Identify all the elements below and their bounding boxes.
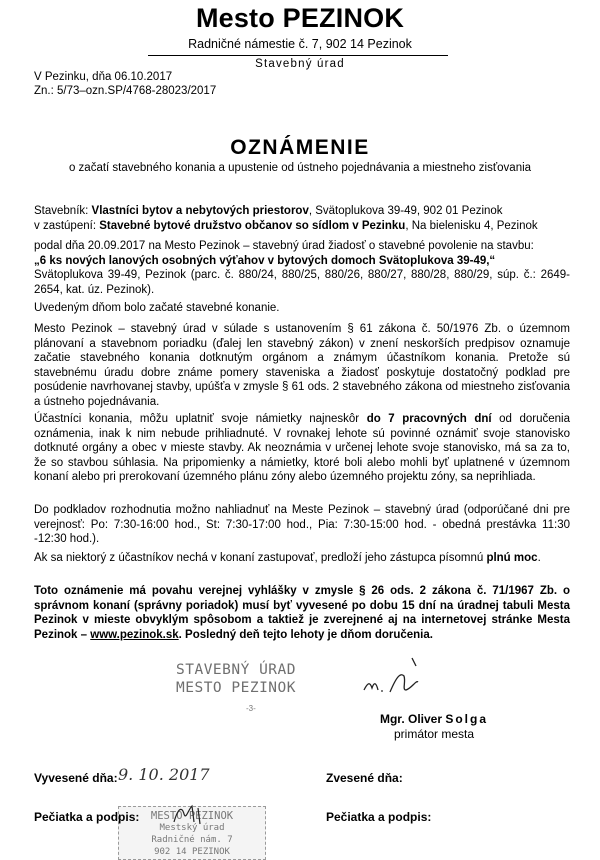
project-location: Svätoplukova 39-49, Pezinok (parc. č. 880/24, 880/25, 880/26, 880/27, 880/28, 880/29, súp. č.: 2649-2654, kat. úz. Pezinok). [34,269,570,296]
objections-text-after: od doručenia oznámenia, inak k nim nebude prihliadnuté. V rovnakej lehote sú povinné oznámiť svoje stanovisko dotknuté orgány a obec v mieste stavby. Ak neoznámia v určenej lehote svoje stanovisko, má sa za to, že so stavbou súhlasia. Na pripomienky a námietky, ktoré boli alebo mohli byť uplatnené v územnom konaní alebo pri prerokovaní územného plánu zóny alebo územného projektu zóny, sa neprihliada. [34,413,570,484]
request-intro: podal dňa 20.09.2017 na Mesto Pezinok – stavebný úrad žiadosť o stavebné povolenie na stavbu: [34,240,534,252]
representation-text: Ak sa niektorý z účastníkov nechá v konaní zastupovať, predloží jeho zástupca písomnú [34,552,487,564]
proceedings-started: Uvedeným dňom bolo začaté stavebné konanie. [34,302,280,314]
posting-signature [170,800,218,828]
representation-end: . [537,552,541,564]
objections-text-before: Účastníci konania, môžu uplatniť svoje námietky najneskôr [34,413,367,425]
header-divider [148,55,448,56]
law-paragraph: Mesto Pezinok – stavebný úrad v súlade s ustanovením § 61 zákona č. 50/1976 Zb. o územnom plánovaní a stavebnom poriadku (ďalej len stavebný zákon) v znení neskorších predpisov oznamuje začatie stavebného konania dotknutým orgánom a známym účastníkom konania. Pretože sú stavebnému úradu dobre známe pomery staveniska a žiadosť poskytuje dostatočný podklad pre posúdenie navrhovanej stavby, upúšťa v zmysle § 61 ods. 2 stavebného zákona od miestneho zisťovania a ústneho pojednávania. [34,323,570,408]
office-stamp-line1: STAVEBNÝ ÚRAD [176,662,296,678]
document-subtitle: o začatí stavebného konania a upustenie od ústneho pojednávania a miestneho zisťovania [68,162,532,174]
posted-date: 9. 10. 2017 [118,765,210,784]
project-name: „6 ks nových lanových osobných výťahov v bytových domoch Svätoplukova 39-49,“ [34,254,496,267]
document-title: OZNÁMENIE [230,136,370,159]
office-name: Stavebný úrad [255,58,345,70]
builder-address: , Svätoplukova 39-49, 902 01 Pezinok [308,205,503,217]
file-number: Zn.: 5/73–ozn.SP/4768-28023/2017 [34,85,217,97]
representation-paragraph [34,551,570,566]
request-paragraph [34,239,570,297]
representation-emphasis: plnú moc [486,552,538,564]
objections-paragraph [34,412,570,485]
website-link[interactable]: www.pezinok.sk [90,628,179,641]
office-stamp-street: Radničné nám. 7 [151,835,233,845]
city-address: Radničné námestie č. 7, 902 14 Pezinok [188,37,412,51]
public-notice-text: Toto oznámenie má povahu verejnej vyhlášky v zmysle § 26 ods. 2 zákona č. 71/1967 Zb. o správnom konaní (správny poriadok) musí byť vyvesené po dobu 15 dní na úradnej tabuli Mesta Pezinok v mieste obvyklým spôsobom a taktiež je zverejnené aj na internetovej stránke Mesta Pezinok – [34,585,570,641]
signatory-name [344,712,524,726]
builder-label: Stavebník: [34,205,89,217]
office-stamp-line2: MESTO PEZINOK [176,680,296,696]
office-stamp-title: MESTO PEZINOK [150,810,234,822]
representative-name: Stavebné bytové družstvo občanov so sídlom v Pezinku [99,219,406,232]
signatory-first-name: Mgr. Oliver [379,712,446,726]
city-title: Mesto PEZINOK [195,3,405,33]
date-line: V Pezinku, dňa 06.10.2017 [34,71,173,83]
signatory-role: primátor mesta [393,727,475,741]
office-stamp-postcode: 902 14 PEZINOK [154,847,230,857]
removed-label: Zvesené dňa: [326,771,403,785]
represented-label: v zastúpení: [34,219,97,232]
stamp-number: -3- [246,704,256,713]
representative-address: , Na bielenisku 4, Pezinok [405,219,538,232]
objections-deadline: do 7 pracovných dní [366,413,492,425]
posted-label: Vyvesené dňa: [34,771,118,785]
public-notice-end: . Posledný deň tejto lehoty je dňom doručenia. [178,628,433,641]
builder-name: Vlastníci bytov a nebytových priestorov [91,205,309,217]
signatory-surname: Solga [445,712,489,726]
inspection-paragraph: Do podkladov rozhodnutia možno nahliadnuť na Meste Pezinok – stavebný úrad (odporúčané dni pre verejnosť: Po: 7:30-16:00 hod., St: 7:30-17:00 hod., Pia: 7:30-15:00 hod. - obedná prestávka 11:30 -12:30 hod.). [34,504,570,546]
office-stamp-subtitle: Mestský úrad [159,823,225,833]
stamp-label-right: Pečiatka a podpis: [326,810,432,824]
stamp-label-left: Pečiatka a podpis: [34,810,140,824]
public-notice-paragraph [34,584,570,642]
handwritten-signature [360,652,450,700]
builder-line [34,204,570,233]
